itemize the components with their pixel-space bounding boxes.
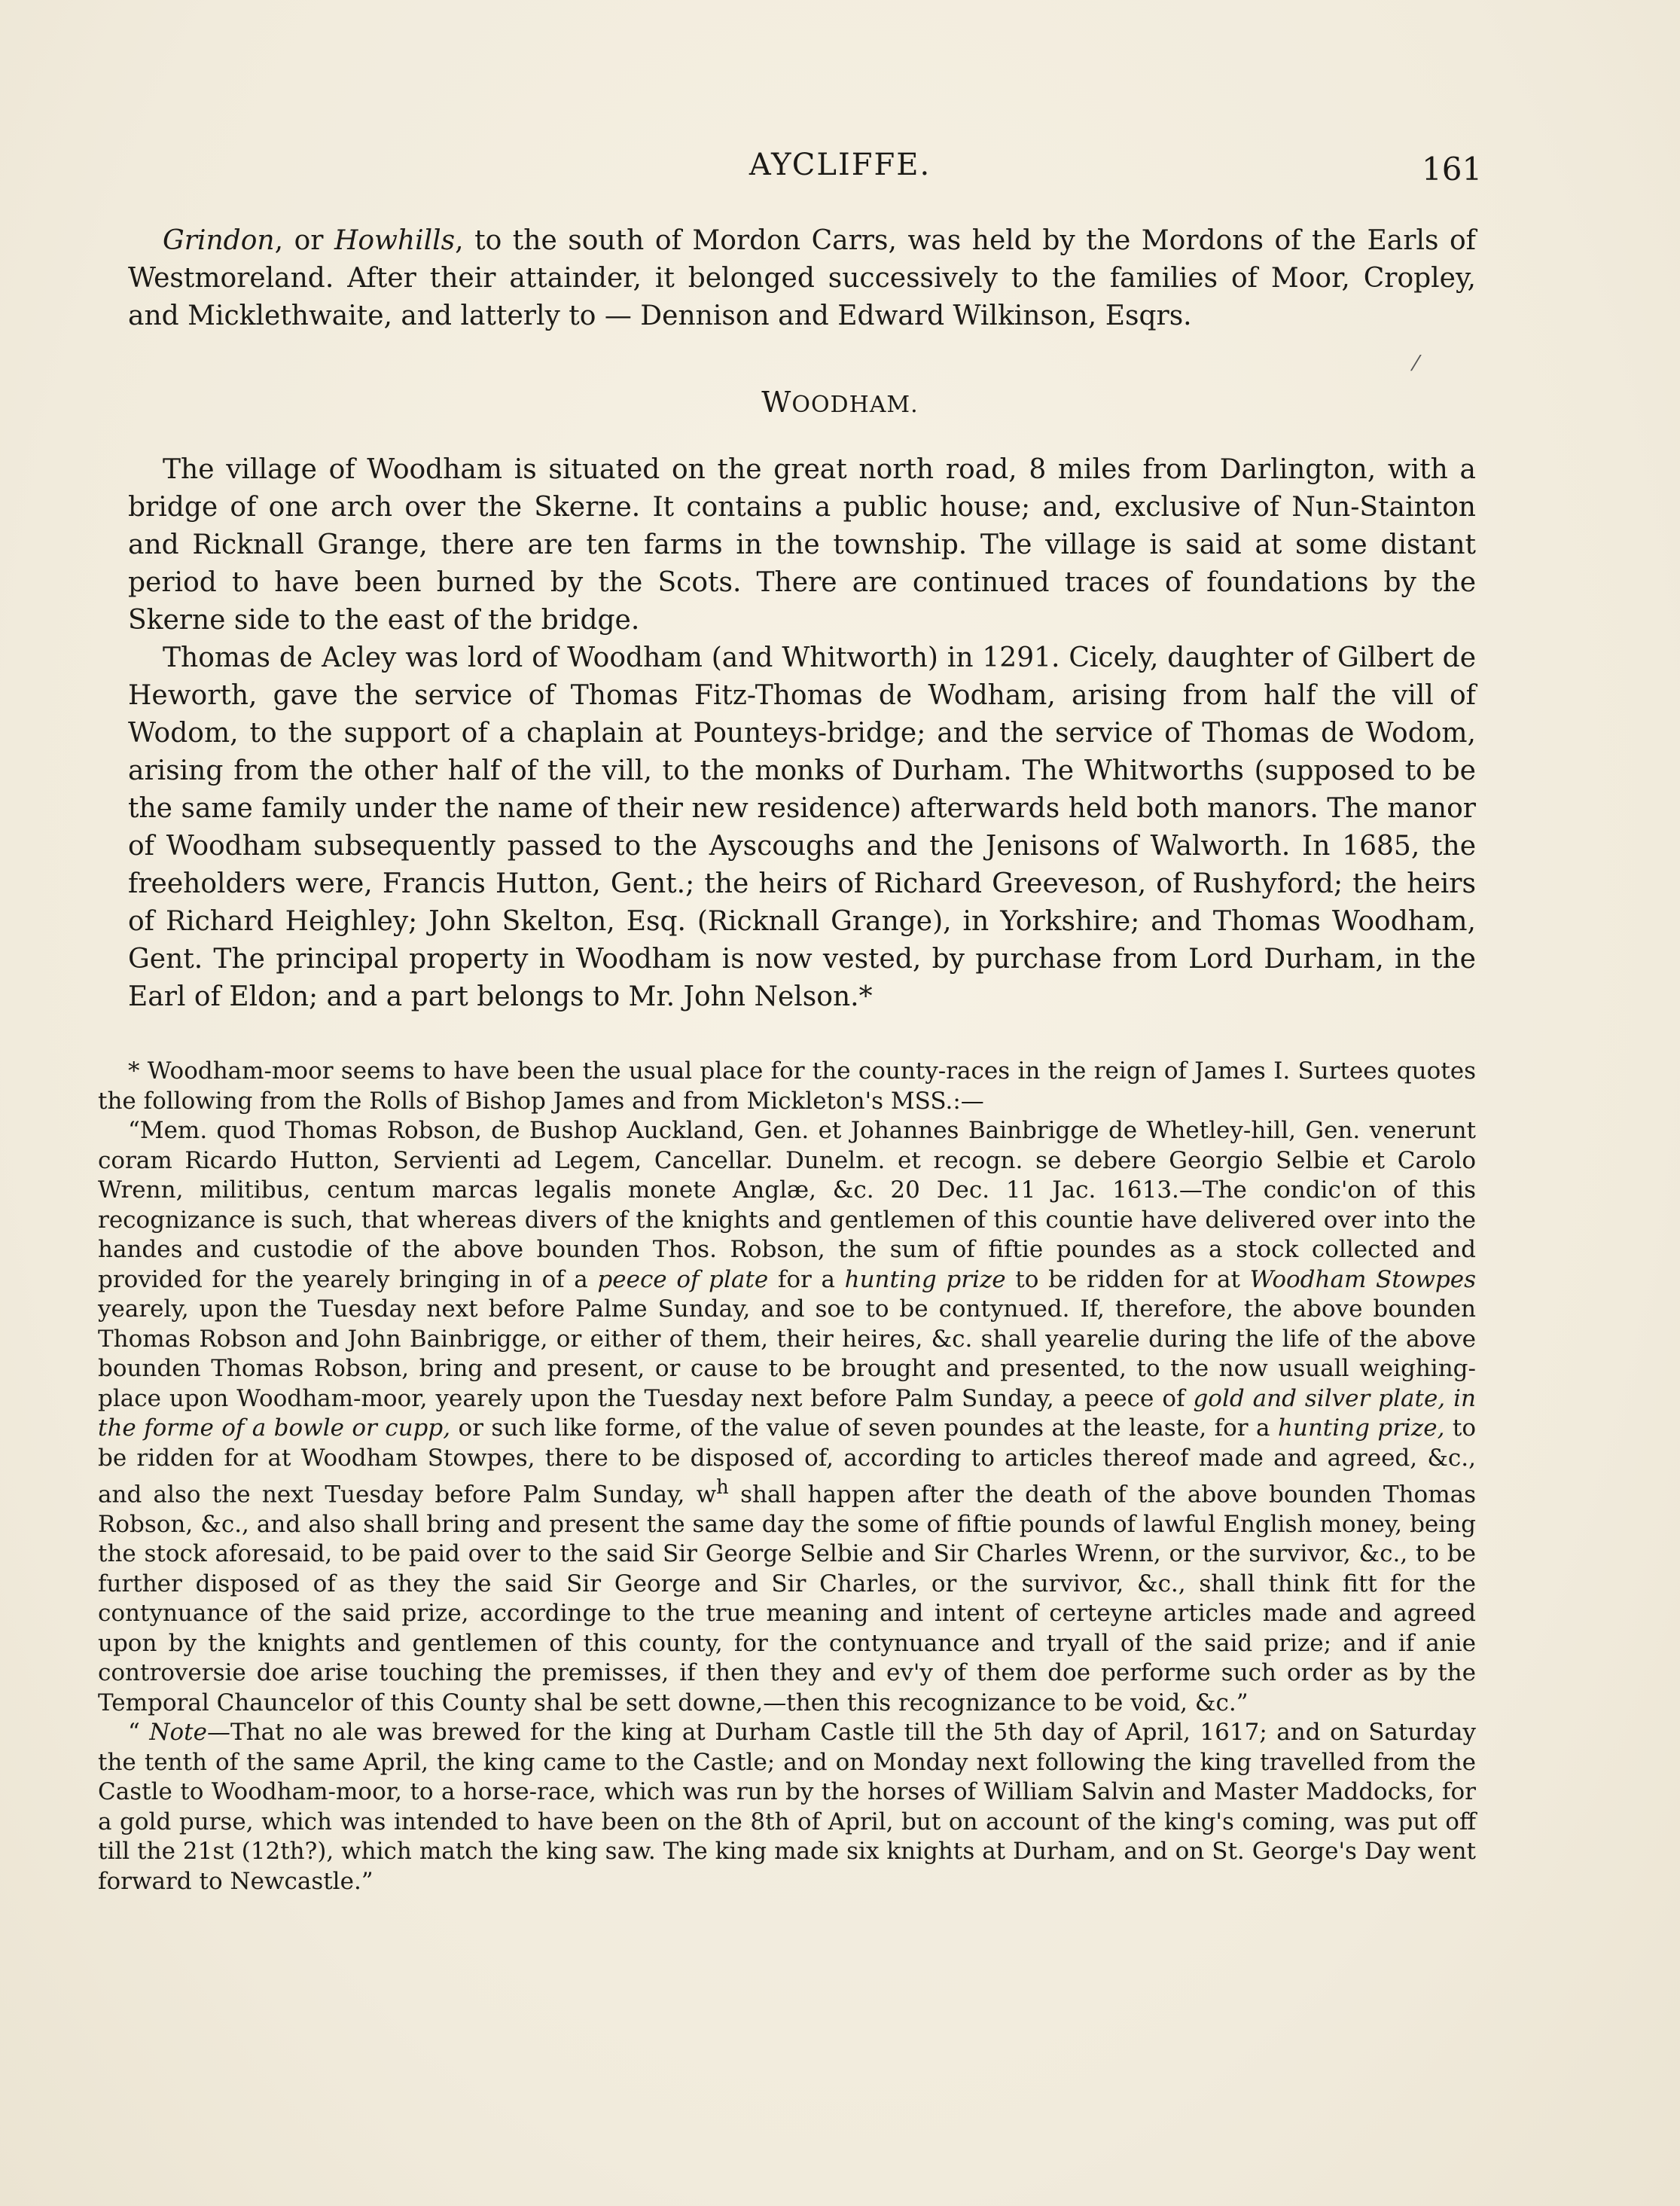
text-run: , or [274, 225, 335, 256]
text-run: to be ridden for at [1005, 1265, 1250, 1293]
paragraph-village: The village of Woodham is situated on the great north road, 8 miles from Darlington, with a bridge of one arch over the Skerne. It contains a public house; and, exclusive of Nun-Stainton and Ricknall Grange, there are ten farms in the township. The village is said at some distant period to have been burned by the Scots. There are continued traces of foundations by the Skerne side to the east of the bridge. [128, 454, 1476, 636]
running-header [0, 148, 1680, 193]
text-run: “ [128, 1719, 150, 1747]
text-run: or such like forme, of the value of seven poundes at the leaste, for a [450, 1414, 1278, 1442]
text-run: for a [768, 1265, 845, 1293]
text-run: yearely, upon the Tuesday next before Palme Sunday, and soe to be contynued. If, therefore, the above bounden Thomas Robson and John Bainbrigge, or either of them, their heires, &c. shall yearelie during the life of the above bounden Thomas Robson, bring and present, or cause to be brought and presented, to the now usuall weighing-place upon Woodham-moor, yearely upon the Tuesday next before Palm Sunday, a peece of [98, 1295, 1476, 1412]
text-run: —That no ale was brewed for the king at Durham Castle till the 5th day of April, 1617; and on Saturday the tenth of the same April, the king came to the Castle; and on Monday next following the king travelled from the Castle to Woodham-moor, to a horse-race, which was run by the horses of William Salvin and Master Maddocks, for a gold purse, which was intended to have been on the 8th of April, but on account of the king's coming, was put off till the 21st (12th?), which match the king saw. The king made six knights at Durham, and on St. George's Day went forward to Newcastle.” [98, 1719, 1477, 1895]
place-name-grindon: Grindon [163, 225, 275, 256]
heading-rest: OODHAM. [791, 392, 919, 418]
italic-run: hunting prize, [1277, 1414, 1445, 1442]
running-title: AYCLIFFE. [749, 148, 931, 182]
italic-run: hunting prize [844, 1265, 1006, 1293]
text-run: , to the south of Mordon Carrs, was held by the Mordons of the Earls of Westmoreland. After their attainder, it belonged successively to the families of Moor, Cropley, and Micklethwaite, and latterly to — Dennison and Edward Wilkinson, Esqrs. [128, 225, 1477, 331]
paragraph-acley: Thomas de Acley was lord of Woodham (and Whitworth) in 1291. Cicely, daughter of Gilbert de Heworth, gave the service of Thomas Fitz-Thomas de Wodham, arising from half the vill of Wodom, to the support of a chaplain at Pounteys-bridge; and the service of Thomas de Wodom, arising from the other half of the vill, to the monks of Durham. The Whitworths (supposed to be the same family under the name of their new residence) afterwards held both manors. The manor of Woodham subsequently passed to the Ayscoughs and the Jenisons of Walworth. In 1685, the freeholders were, Francis Hutton, Gent.; the heirs of Richard Greeveson, of Rushyford; the heirs of Richard Heighley; John Skelton, Esq. (Ricknall Grange), in Yorkshire; and Thomas Woodham, Gent. The principal property in Woodham is now vested, by purchase from Lord Durham, in the Earl of Eldon; and a part belongs to Mr. John Nelson.* [128, 642, 1476, 1012]
italic-run: gold and silver plate, in the forme of a bowle or cupp, [98, 1384, 1476, 1442]
footnote-intro: * Woodham-moor seems to have been the usual place for the county-races in the reign of James I. Surtees quotes the following from the Rolls of Bishop James and from Mickleton's MSS.:— [98, 1057, 1476, 1115]
section-heading-woodham [0, 386, 1680, 419]
footnotes [98, 1057, 1476, 1896]
footnote-memorandum [98, 1116, 1476, 1718]
text-run: shall happen after the death of the above bounden Thomas Robson, &c., and also shall bring and present the same day the some of fiftie pounds of lawful English money, being the stock aforesaid, to be paid over to the said Sir George Selbie and Sir Charles Wrenn, or the survivor, &c., to be further disposed of as they the said Sir George and Sir Charles, or the survivor, &c., shall think fitt for the contynuance of the said prize, accordinge to the true meaning and intent of certeyne articles made and agreed upon by the knights and gentlemen of this county, for the contynuance and tryall of the said prize; and if anie controversie doe arise touching the premisses, if then they and ev'y of them doe performe such order as by the Temporal Chauncelor of this County shal be sett downe,—then this recognizance to be void, &c.” [98, 1481, 1476, 1716]
superscript: h [716, 1476, 729, 1499]
stray-mark: ⁄ [1414, 351, 1418, 376]
italic-run: Woodham Stowpes [1249, 1265, 1477, 1293]
place-name-howhills: Howhills [334, 225, 456, 256]
italic-run: peece of plate [597, 1265, 769, 1293]
italic-run: Note [149, 1719, 207, 1747]
woodham-body [128, 451, 1476, 1016]
text-run: “Mem. quod Thomas Robson, de Bushop Auckland, Gen. et Johannes Bainbrigge de Whetley-hill, Gen. venerunt coram Ricardo Hutton, Servienti ad Legem, Cancellar. Dunelm. et recogn. se debere Georgio Selbie et Carolo Wrenn, militibus, centum marcas legalis monete Anglæ, &c. 20 Dec. 11 Jac. 1613.—The condic'on of this recognizance is such, that whereas divers of the knights and gentlemen of this countie have delivered over into the handes and custodie of the above bounden Thos. Robson, the sum of fiftie poundes as a stock collected and provided for the yearely bringing in of a [98, 1117, 1476, 1293]
page-number: 161 [1422, 151, 1483, 188]
footnote-note [98, 1718, 1476, 1896]
heading-initial: W [761, 386, 792, 419]
text-run: to be ridden for at Woodham Stowpes, there to be disposed of, according to articles thereof made and agreed, &c., and also the next Tuesday before Palm Sunday, w [98, 1414, 1476, 1509]
paragraph-grindon [128, 222, 1476, 335]
